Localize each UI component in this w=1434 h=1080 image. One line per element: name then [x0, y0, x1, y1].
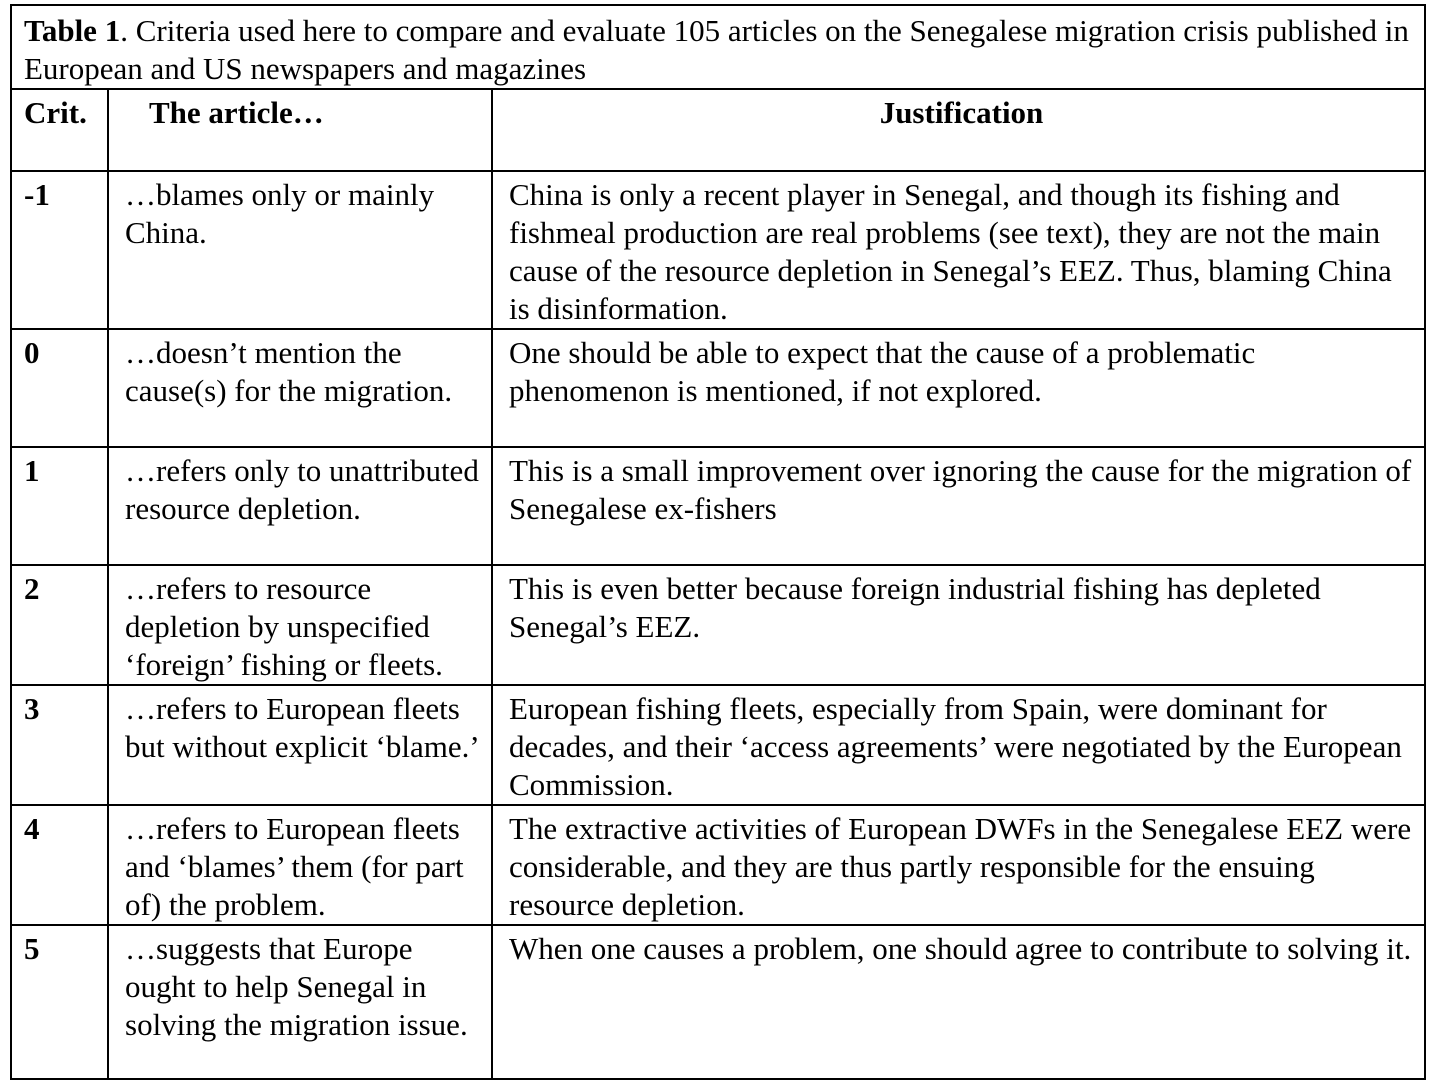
article-cell: [108, 447, 492, 565]
table-caption: [11, 5, 1425, 89]
justification-text: One should be able to expect that the cause of a problematic phenomenon is mentioned, if not explored.: [509, 335, 1256, 408]
caption-row: [11, 5, 1425, 89]
article-text: …refers to resource depletion by unspecified ‘foreign’ fishing or fleets.: [125, 571, 443, 682]
article-text: …refers to European fleets and ‘blames’ them (for part of) the problem.: [125, 811, 464, 922]
header-justification: Justification: [492, 89, 1425, 171]
crit-value: 3: [24, 691, 40, 726]
table-row: [11, 685, 1425, 805]
criteria-table-container: [10, 4, 1424, 1080]
crit-cell: [11, 171, 108, 329]
crit-value: -1: [24, 177, 50, 212]
crit-value: 2: [24, 571, 40, 606]
crit-value: 1: [24, 453, 40, 488]
criteria-table: [10, 4, 1426, 1080]
header-crit: Crit.: [11, 89, 108, 171]
crit-cell: [11, 329, 108, 447]
crit-cell: [11, 447, 108, 565]
article-text: …blames only or mainly China.: [125, 177, 435, 250]
article-cell: [108, 685, 492, 805]
article-text: …refers only to unattributed resource depletion.: [125, 453, 479, 526]
crit-cell: [11, 565, 108, 685]
crit-cell: [11, 685, 108, 805]
header-article: The article…: [108, 89, 492, 171]
crit-cell: [11, 805, 108, 925]
crit-value: 5: [24, 931, 40, 966]
table-row: [11, 171, 1425, 329]
caption-label: Table 1: [24, 13, 121, 48]
justification-cell: [492, 329, 1425, 447]
justification-text: When one causes a problem, one should agree to contribute to solving it.: [509, 931, 1412, 966]
header-row: [11, 89, 1425, 171]
crit-value: 0: [24, 335, 40, 370]
justification-text: This is a small improvement over ignoring the cause for the migration of Senegalese ex-fishers: [509, 453, 1412, 526]
table-row: [11, 565, 1425, 685]
justification-cell: [492, 925, 1425, 1079]
crit-value: 4: [24, 811, 40, 846]
justification-cell: [492, 805, 1425, 925]
article-cell: [108, 805, 492, 925]
table-row: [11, 329, 1425, 447]
article-cell: [108, 171, 492, 329]
justification-cell: [492, 447, 1425, 565]
justification-text: China is only a recent player in Senegal, and though its fishing and fishmeal production are real problems (see text), they are not the main cause of the resource depletion in Senegal’s EEZ. Thus, blaming China is disinformation.: [509, 177, 1392, 326]
table-row: [11, 925, 1425, 1079]
justification-cell: [492, 171, 1425, 329]
justification-text: European fishing fleets, especially from Spain, were dominant for decades, and their ‘access agreements’ were negotiated by the European Commission.: [509, 691, 1402, 802]
justification-cell: [492, 685, 1425, 805]
justification-text: The extractive activities of European DWFs in the Senegalese EEZ were considerable, and they are thus partly responsible for the ensuing resource depletion.: [509, 811, 1412, 922]
justification-cell: [492, 565, 1425, 685]
crit-cell: [11, 925, 108, 1079]
justification-text: This is even better because foreign industrial fishing has depleted Senegal’s EEZ.: [509, 571, 1321, 644]
caption-text: . Criteria used here to compare and evaluate 105 articles on the Senegalese migration crisis published in European and US newspapers and magazines: [24, 13, 1409, 86]
article-cell: [108, 565, 492, 685]
article-text: …doesn’t mention the cause(s) for the migration.: [125, 335, 453, 408]
article-text: …refers to European fleets but without explicit ‘blame.’: [125, 691, 480, 764]
table-row: [11, 447, 1425, 565]
article-cell: [108, 329, 492, 447]
article-text: …suggests that Europe ought to help Senegal in solving the migration issue.: [125, 931, 468, 1042]
table-row: [11, 805, 1425, 925]
article-cell: [108, 925, 492, 1079]
